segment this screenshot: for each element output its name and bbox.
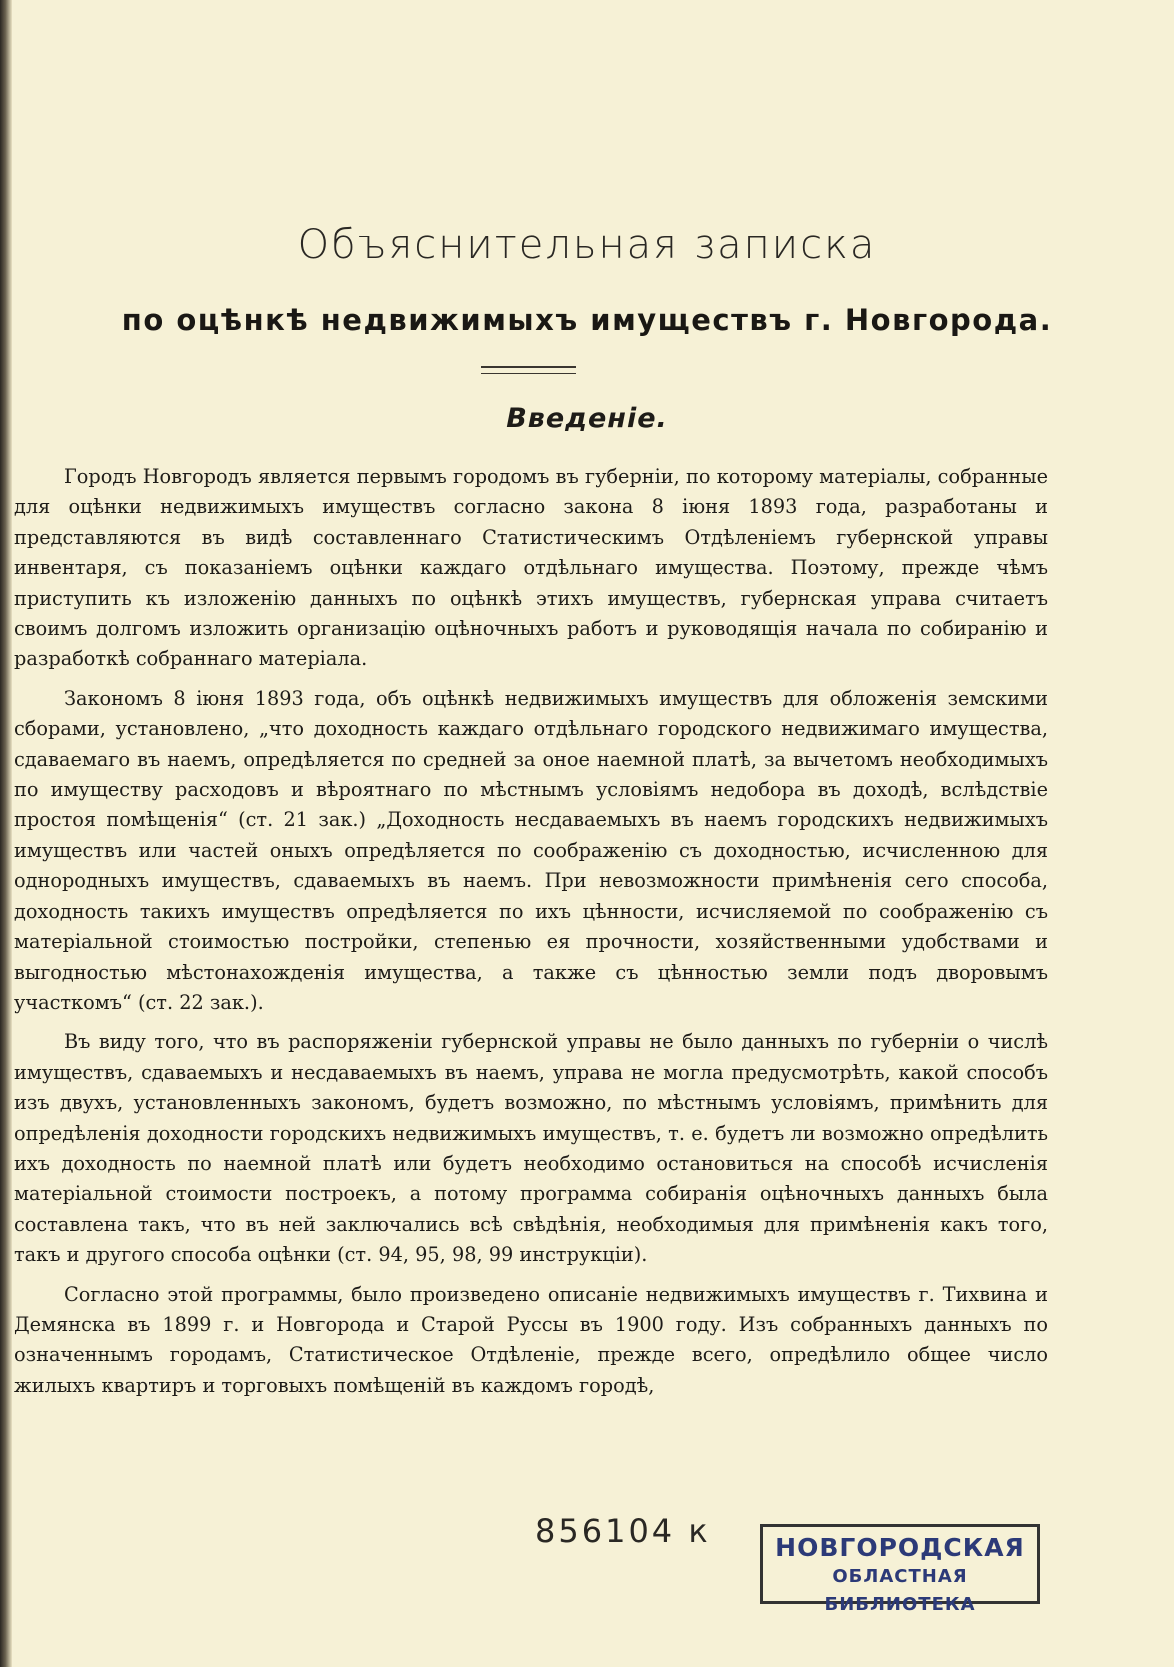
inventory-number: 856104 к (535, 1512, 711, 1550)
paragraph-1: Городъ Новгородъ является первымъ городомъ въ губерніи, по которому матеріалы, собранные для оцѣнки недвижимыхъ имуществъ согласно закона 8 іюня 1893 года, разработаны и представляются въ видѣ составленнаго Статистическимъ Отдѣленіемъ губернской управы инвентаря, съ показаніемъ оцѣнки каждаго отдѣльнаго имущества. Поэтому, прежде чѣмъ приступить къ изложенію данныхъ по оцѣнкѣ этихъ имуществъ, губернская управа считаетъ своимъ долгомъ изложить организацію оцѣночныхъ работъ и руководящія начала по собиранію и разработкѣ собраннаго матеріала. (14, 465, 1048, 671)
stamp-line-1: НОВГОРОДСКАЯ (775, 1533, 1025, 1562)
document-subtitle: по оцѣнкѣ недвижимыхъ имуществъ г. Новгорода. (121, 303, 1053, 337)
title-divider (481, 366, 576, 374)
paragraph-2: Закономъ 8 іюня 1893 года, объ оцѣнкѣ недвижимыхъ имуществъ для обложенія земскими сборами, установлено, „что доходность каждаго отдѣльнаго городского недвижимаго имущества, сдаваемаго въ наемъ, опредѣляется по средней за оное наемной платѣ, за вычетомъ необходимыхъ по имуществу расходовъ и вѣроятнаго по мѣстнымъ условіямъ недобора въ доходѣ, вслѣдствіе простоя помѣщенія“ (ст. 21 зак.) „Доходность несдаваемыхъ въ наемъ городскихъ недвижимыхъ имуществъ или частей оныхъ опредѣляется по соображенію съ доходностью, исчисленною для однородныхъ имуществъ, сдаваемыхъ въ наемъ. При невозможности примѣненія сего способа, доходность такихъ имуществъ опредѣляется по ихъ цѣнности, исчисляемой по соображенію съ матеріальной стоимостью постройки, степенью ея прочности, хозяйственными удобствами и выгодностью мѣстонахожденія имущества, а также съ цѣнностью земли подъ дворовымъ участкомъ“ (ст. 22 зак.). (14, 686, 1048, 1014)
paragraph-4: Согласно этой программы, было произведено описаніе недвижимыхъ имуществъ г. Тихвина и Демянска въ 1899 г. и Новгорода и Старой Руссы въ 1900 году. Изъ собранныхъ данныхъ по означеннымъ городамъ, Статистическое Отдѣленіе, прежде всего, опредѣлило общее число жилыхъ квартиръ и торговыхъ помѣщеній въ каждомъ городѣ, (14, 1282, 1048, 1397)
stamp-line-2: ОБЛАСТНАЯ БИБЛИОТЕКА (824, 1566, 976, 1615)
document-title: Объяснительная записка (297, 222, 877, 268)
body-text (14, 462, 1048, 1410)
paragraph-3: Въ виду того, что въ распоряженіи губернской управы не было данныхъ по губерніи о числѣ имуществъ, сдаваемыхъ и несдаваемыхъ въ наемъ, управа не могла предусмотрѣть, какой способъ изъ двухъ, установленныхъ закономъ, будетъ возможно, по мѣстнымъ условіямъ, примѣнить для опредѣленія доходности городскихъ недвижимыхъ имуществъ, т. е. будетъ ли возможно опредѣлить ихъ доходность по наемной платѣ или будетъ необходимо остановиться на способѣ исчисленія матеріальной стоимости построекъ, а потому программа собиранія оцѣночныхъ данныхъ была составлена такъ, что въ ней заключались всѣ свѣдѣнія, необходимыя для примѣненія какъ того, такъ и другого способа оцѣнки (ст. 94, 95, 98, 99 инструкціи). (14, 1030, 1048, 1267)
library-stamp (760, 1524, 1040, 1615)
section-heading: Введеніе. (506, 403, 668, 434)
